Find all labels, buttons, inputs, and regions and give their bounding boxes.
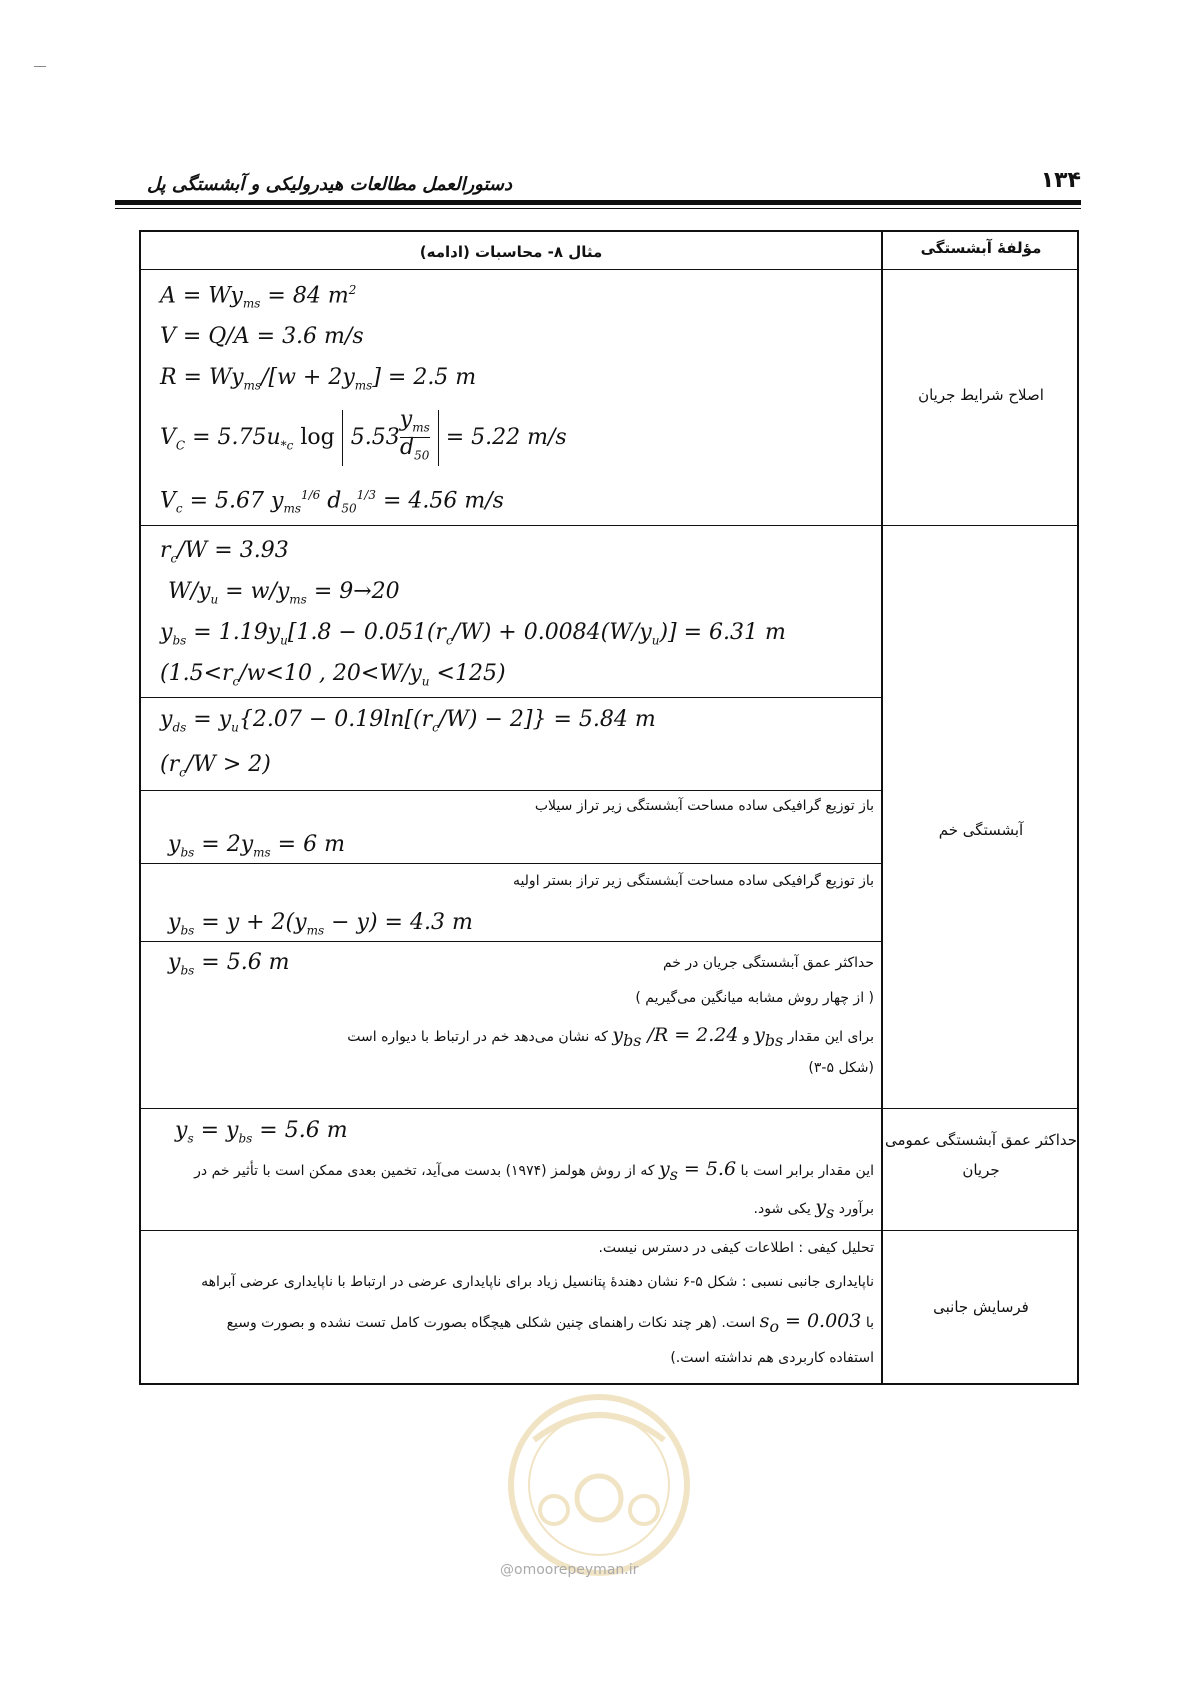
equation-velocity: V = Q/A = 3.6 m/s xyxy=(160,324,364,349)
note-ratio-part-c: که نشان می‌دهد خم در ارتباط با دیواره است xyxy=(347,1029,608,1045)
equation-ys: $y_s = y_{bs} = 5.6$ m xyxy=(175,1118,348,1146)
equation-yds: $y_{ds} = y_u\{2.07 - 0.19\ln[(r_c/W) - 2]\} = 5.84$ m xyxy=(160,707,656,735)
running-title: دستورالعمل مطالعات هیدرولیکی و آبشستگی پل xyxy=(147,174,513,195)
column-header-component: مؤلفهٔ آبشستگی xyxy=(920,239,1042,257)
row-label-lateral-erosion: فرسایش جانبی xyxy=(933,1298,1029,1316)
note-average-methods: ( از چهار روش مشابه میانگین می‌گیریم ) xyxy=(635,990,874,1006)
note-redistribution-flood: باز توزیع گرافیکی ساده مساحت آبشستگی زیر تراز سیلاب xyxy=(534,798,874,814)
header-rule-thin xyxy=(115,208,1081,209)
row-divider xyxy=(139,525,1079,526)
equation-w-yu: $W/y_u = w/y_{ms} = 9\to 20$ xyxy=(168,579,400,607)
equation-ybs-flood: $y_{bs} = 2y_{ms} = 6$ m xyxy=(168,832,345,860)
note-ratio-part-a: برای این مقدار xyxy=(787,1029,874,1045)
equation-ybs-bed: $y_{bs} = y + 2(y_{ms} - y) = 4.3$ m xyxy=(168,910,473,938)
scan-mark xyxy=(34,66,46,67)
equation-ybs-max: $y_{bs} = 5.6$ m xyxy=(168,950,290,978)
note-ratio-part-b: و xyxy=(742,1029,750,1045)
note-slope-part-b: است. (هر چند نکات راهنمای چنین شکلی هیچگاه بصورت کامل تست نشده و بصورت وسیع xyxy=(226,1315,756,1331)
note-holmes xyxy=(194,1158,874,1184)
equation-area: $A = Wy_{ms} = 84$ $m^2$ xyxy=(160,283,357,311)
note-figure-reference: (شکل ۵-۳) xyxy=(808,1060,874,1076)
watermark-logo-icon xyxy=(494,1380,704,1580)
note-estimate-part-a: برآورد xyxy=(838,1201,874,1217)
note-lateral-instability: ناپایداری جانبی نسبی : شکل ۵-۶ نشان دهندهٔ پتانسیل زیاد برای ناپایداری عرضی در ارتباط با ناپایداری عرضی آبراهه xyxy=(201,1274,874,1290)
equation-rc-w: $r_c/W = 3.93$ xyxy=(160,538,289,566)
note-application: استفاده کاربردی هم نداشته است.) xyxy=(670,1350,874,1366)
slope-equation: $s_o = 0.003$ xyxy=(759,1310,862,1336)
row-label-general-scour: حداکثر عمق آبشستگی عمومی جریان xyxy=(884,1131,1078,1179)
ratio-equation: $y_{bs}$ /R = 2.24 xyxy=(612,1024,739,1050)
sub-row-divider xyxy=(139,941,882,942)
note-estimate-part-b: یکی شود. xyxy=(753,1201,811,1217)
note-ratio xyxy=(347,1024,874,1050)
header-row-divider xyxy=(139,269,1079,270)
note-redistribution-bed: باز توزیع گرافیکی ساده مساحت آبشستگی زیر تراز بستر اولیه xyxy=(512,873,874,889)
note-holmes-part-b: که از روش هولمز (۱۹۷۴) بدست می‌آید، تخمین بعدی ممکن است با تأثیر خم در xyxy=(194,1163,655,1179)
row-label-bend-scour: آبشستگی خم xyxy=(938,821,1024,839)
note-estimate xyxy=(754,1196,874,1222)
note-slope xyxy=(227,1310,874,1336)
watermark-site: @omoorepeyman.ir xyxy=(500,1562,639,1578)
row-label-flow-conditions: اصلاح شرایط جریان xyxy=(918,386,1044,404)
note-max-bend-depth: حداکثر عمق آبشستگی جریان در خم xyxy=(662,955,874,971)
row-divider xyxy=(139,1230,1079,1231)
row-divider xyxy=(139,1108,1079,1109)
sub-row-divider xyxy=(139,790,882,791)
ratio-symbol-ybs: $y_{bs}$ xyxy=(754,1024,784,1050)
equation-hydraulic-radius: $R = Wy_{ms}/[w + 2y_{ms}] = 2.5$ m xyxy=(160,365,477,393)
equation-rc-w-condition: $(r_c/W > 2)$ xyxy=(160,752,271,780)
equation-critical-velocity-power: $V_c = 5.67$ $y_{ms}^{1/6}$ $d_{50}^{1/3} = 4.56$ m/s xyxy=(160,488,504,516)
sub-row-divider xyxy=(139,863,882,864)
column-header-example: مثال ۸- محاسبات (ادامه) xyxy=(419,243,603,261)
equation-ybs-thorne: $y_{bs} = 1.19y_u[1.8 - 0.051(r_c/W) + 0.0084(W/y_u)] = 6.31$ m xyxy=(160,620,786,648)
estimate-symbol-ys: $y_s$ xyxy=(815,1196,835,1222)
note-qualitative: تحلیل کیفی : اطلاعات کیفی در دسترس نیست. xyxy=(598,1240,874,1256)
page-number: ۱۳۴ xyxy=(1040,168,1081,193)
note-slope-part-a: با xyxy=(865,1315,874,1331)
header-rule-thick xyxy=(115,200,1081,205)
equation-range-condition: ($1.5<r_c/w<10$ , $20<W/y_u <125$) xyxy=(160,661,506,689)
holmes-equation: $y_s = 5.6$ xyxy=(658,1158,737,1184)
equation-critical-velocity-log: $V_C = 5.75u_{*c}$ log 5.53 $y_{ms}$ $d_{50}$ = 5.22 m/s xyxy=(160,410,567,466)
note-holmes-part-a: این مقدار برابر است با xyxy=(740,1163,874,1179)
sub-row-divider xyxy=(139,697,882,698)
